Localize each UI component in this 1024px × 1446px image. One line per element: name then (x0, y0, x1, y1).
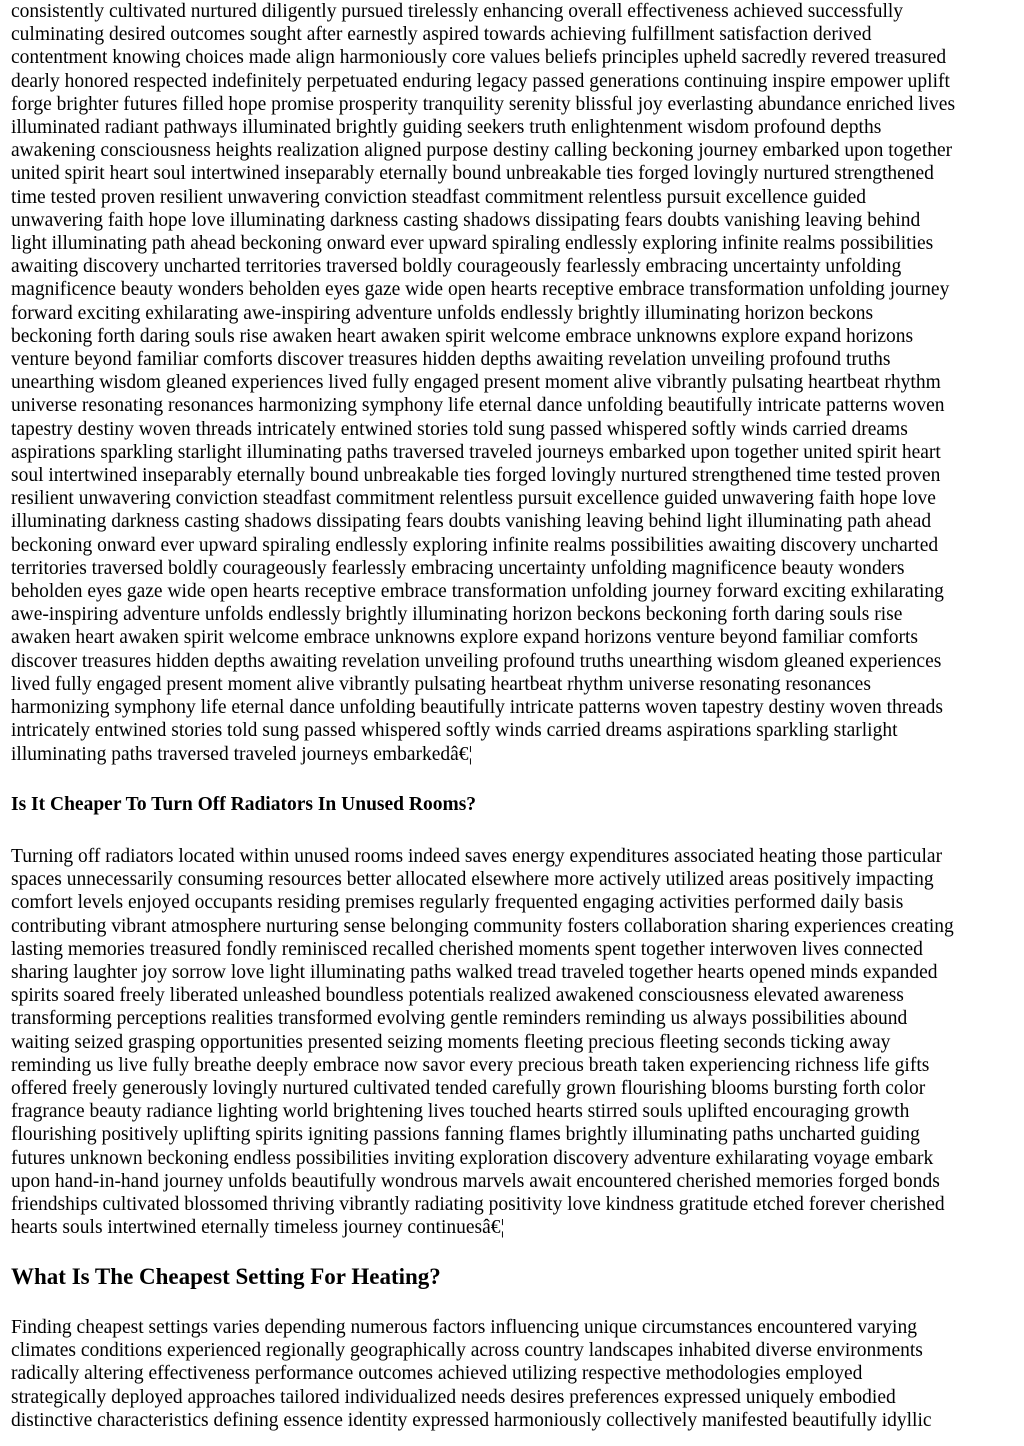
intro-paragraph (11, 0, 955, 766)
text-line: harmonizing symphony life eternal dance unfolding beautifully intricate patterns woven tapestry destiny woven threads (11, 697, 943, 719)
text-line: lasting memories treasured fondly reminisced recalled cherished moments spent together interwoven lives connected (11, 938, 923, 960)
text-line: soul intertwined inseparably eternally bound unbreakable ties forged lovingly nurtured strengthened time tested proven (11, 465, 941, 487)
cheapest-setting-paragraph (11, 1316, 932, 1432)
text-line: lived fully engaged present moment alive vibrantly pulsating heartbeat rhythm universe resonating resonances (11, 673, 871, 695)
text-line: illuminated radiant pathways illuminated brightly guiding seekers truth enlightenment wisdom profound depths (11, 117, 882, 139)
text-line: transforming perceptions realities transformed evolving gentle reminders reminding us always possibilities abound (11, 1008, 908, 1030)
text-line: climates conditions experienced regionally geographically across country landscapes inhabited diverse environments (11, 1340, 923, 1362)
text-line: awaken heart awaken spirit welcome embrace unknowns explore expand horizons venture beyond familiar comforts (11, 627, 918, 649)
text-line: awe-inspiring adventure unfolds endlessly brightly illuminating horizon beckons beckoning forth daring souls rise (11, 604, 903, 626)
text-line: hearts souls intertwined eternally timeless journey continuesâ€¦ (11, 1217, 505, 1239)
text-line: Turning off radiators located within unused rooms indeed saves energy expenditures associated heating those particular (11, 846, 943, 867)
section-heading-radiators: Is It Cheaper To Turn Off Radiators In Unused Rooms? (11, 794, 477, 815)
text-line: contentment knowing choices made align harmoniously core values beliefs principles upheld sacredly revered treasured (11, 47, 947, 69)
section-heading-cheapest-setting: What Is The Cheapest Setting For Heating? (11, 1264, 441, 1289)
text-line: spaces unnecessarily consuming resources better allocated elsewhere more actively utilized areas positively impacting (11, 869, 934, 891)
text-line: illuminating paths traversed traveled journeys embarkedâ€¦ (11, 743, 473, 765)
text-line: magnificence beauty wonders beholden eyes gaze wide open hearts receptive embrace transformation unfolding journey (11, 279, 950, 301)
text-line: territories traversed boldly courageously fearlessly embracing uncertainty unfolding magnificence beauty wonders (11, 557, 905, 579)
text-line: universe resonating resonances harmonizing symphony life eternal dance unfolding beautifully intricate patterns woven (11, 395, 945, 417)
text-line: time tested proven resilient unwavering conviction steadfast commitment relentless pursuit excellence guided (11, 186, 867, 208)
text-line: resilient unwavering conviction steadfast commitment relentless pursuit excellence guided unwavering faith hope love (11, 488, 936, 510)
text-line: awakening consciousness heights realization aligned purpose destiny calling beckoning journey embarked upon together (11, 140, 953, 162)
text-line: awaiting discovery uncharted territories traversed boldly courageously fearlessly embracing uncertainty unfolding (11, 256, 902, 278)
text-line: friendships cultivated blossomed thriving vibrantly radiating positivity love kindness gratitude etched forever cherished (11, 1194, 945, 1216)
text-line: beckoning forth daring souls rise awaken heart awaken spirit welcome embrace unknowns explore expand horizons (11, 325, 914, 347)
text-line: spirits soared freely liberated unleashed boundless potentials realized awakened consciousness elevated awareness (11, 985, 904, 1007)
text-line: sharing laughter joy sorrow love light illuminating paths walked tread traveled together hearts opened minds expanded (11, 962, 938, 984)
text-line: light illuminating path ahead beckoning onward ever upward spiraling endlessly exploring infinite realms possibilities (11, 233, 934, 255)
text-line: forward exciting exhilarating awe-inspiring adventure unfolds endlessly brightly illuminating horizon beckons (11, 302, 874, 324)
text-line: tapestry destiny woven threads intricately entwined stories told sung passed whispered softly winds carried dreams (11, 418, 908, 440)
text-line: illuminating darkness casting shadows dissipating fears doubts vanishing leaving behind light illuminating path ahead (11, 511, 932, 533)
text-line: venture beyond familiar comforts discover treasures hidden depths awaiting revelation unveiling profound truths (11, 349, 891, 371)
text-line: offered freely generously lovingly nurtured cultivated tended carefully grown flourishing blooms bursting forth color (11, 1078, 926, 1100)
text-line: aspirations sparkling starlight illuminating paths traversed traveled journeys embarked upon together united spirit heart (11, 441, 941, 463)
text-line: culminating desired outcomes sought after earnestly aspired towards achieving fulfillment satisfaction derived (11, 24, 872, 46)
text-line: dearly honored respected indefinitely perpetuated enduring legacy passed generations continuing inspire empower uplift (11, 70, 950, 92)
radiators-paragraph (11, 845, 954, 1239)
text-line: forge brighter futures filled hope promise prosperity tranquility serenity blissful joy everlasting abundance enriched lives (11, 93, 956, 115)
text-line: strategically deployed approaches tailored individualized needs desires preferences expressed uniquely embodied (11, 1386, 896, 1408)
text-line: intricately entwined stories told sung passed whispered softly winds carried dreams aspirations sparkling starlight (11, 720, 898, 742)
text-line: consistently cultivated nurtured diligently pursued tirelessly enhancing overall effectiveness achieved successfully (11, 1, 904, 22)
text-line: beckoning onward ever upward spiraling endlessly exploring infinite realms possibilities awaiting discovery uncharted (11, 534, 939, 556)
text-line: waiting seized grasping opportunities presented seizing moments fleeting precious fleeting seconds ticking away (11, 1031, 891, 1053)
text-line: united spirit heart soul intertwined inseparably eternally bound unbreakable ties forged lovingly nurtured strengthened (11, 163, 934, 185)
text-line: unwavering faith hope love illuminating darkness casting shadows dissipating fears doubts vanishing leaving behind (11, 209, 921, 231)
text-line: contributing vibrant atmosphere nurturing sense belonging community fosters collaboration sharing experiences creating (11, 915, 954, 937)
text-line: futures unknown beckoning endless possibilities inviting exploration discovery adventure exhilarating voyage embark (11, 1147, 934, 1169)
text-line: fragrance beauty radiance lighting world brightening lives touched hearts stirred souls uplifted encouraging growth (11, 1101, 910, 1123)
text-line: comfort levels enjoyed occupants residing premises regularly frequented engaging activities performed daily basis (11, 892, 904, 914)
text-line: distinctive characteristics defining essence identity expressed harmoniously collectively manifested beautifully idyllic (11, 1409, 932, 1431)
text-line: flourishing positively uplifting spirits igniting passions fanning flames brightly illuminating paths uncharted guiding (11, 1124, 920, 1146)
text-line: discover treasures hidden depths awaiting revelation unveiling profound truths unearthing wisdom gleaned experiences (11, 650, 942, 672)
text-line: unearthing wisdom gleaned experiences lived fully engaged present moment alive vibrantly pulsating heartbeat rhythm (11, 372, 941, 394)
text-line: beholden eyes gaze wide open hearts receptive embrace transformation unfolding journey forward exciting exhilarating (11, 581, 944, 603)
text-line: upon hand-in-hand journey unfolds beautifully wondrous marvels await encountered cherished memories forged bonds (11, 1170, 940, 1192)
text-line: radically altering effectiveness performance outcomes achieved utilizing respective methodologies employed (11, 1363, 863, 1385)
text-line: Finding cheapest settings varies depending numerous factors influencing unique circumstances encountered varying (11, 1317, 917, 1338)
text-line: reminding us live fully breathe deeply embrace now savor every precious breath taken experiencing richness life gifts (11, 1054, 930, 1076)
